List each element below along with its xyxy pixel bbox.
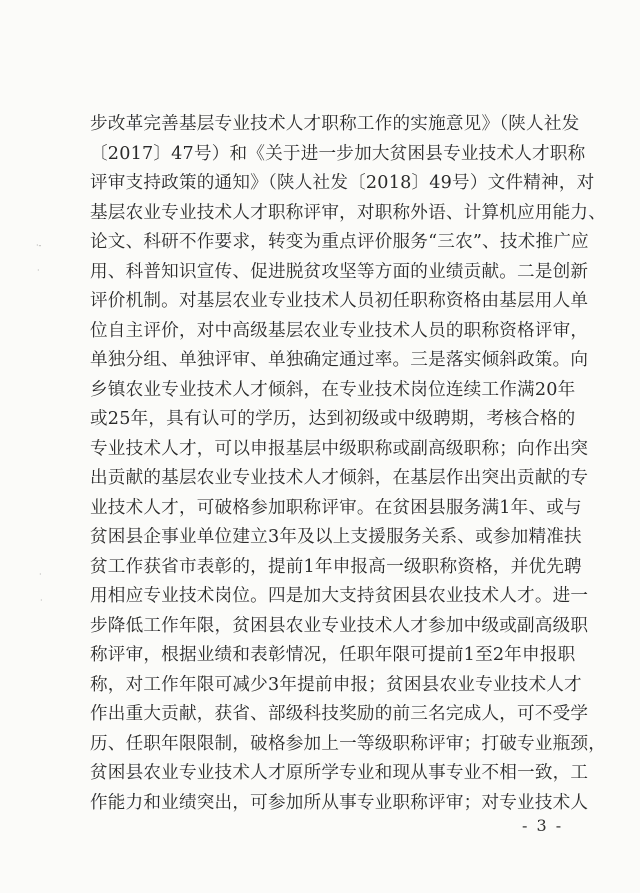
text-line: 评审支持政策的通知》（陕人社发〔2018〕49号）文件精神，对	[90, 173, 595, 193]
margin-speck: ·‑	[36, 241, 42, 250]
text-line: 用、科普知识宣传、促进脱贫攻坚等方面的业绩贡献。二是创新	[90, 261, 589, 282]
text-line: 历、任职年限限制，破格参加上一等级职称评审；打破专业瓶颈，	[90, 733, 607, 754]
text-line: 基层农业专业技术人才职称评审，对职称外语、计算机应用能力、	[90, 202, 607, 223]
text-line: 乡镇农业专业技术人才倾斜，在专业技术岗位连续工作满20年	[90, 379, 576, 400]
text-line: 步改革完善基层专业技术人才职称工作的实施意见》（陕人社发	[90, 114, 580, 134]
text-line: 作能力和业绩突出，可参加所从事专业职称评审；对专业技术人	[90, 792, 589, 813]
text-line: 贫困县企事业单位建立3年及以上支援服务关系、或参加精准扶	[90, 527, 582, 547]
text-line: 贫困县农业专业技术人才原所学专业和现从事专业不相一致，工	[90, 763, 589, 783]
text-line: 用相应专业技术岗位。四是加大支持贫困县农业技术人才。进一	[90, 586, 589, 606]
text-line: 专业技术人才，可以申报基层中级职称或副高级职称；向作出突	[90, 438, 589, 459]
margin-speck: ·	[40, 596, 43, 605]
margin-speck: ·	[37, 266, 40, 275]
text-line: 〔2017〕47号）和《关于进一步加大贫困县专业技术人才职称	[90, 143, 586, 164]
text-line: 作出重大贡献，获省、部级科技奖励的前三名完成人，可不受学	[90, 704, 589, 724]
text-line: 单独分组、单独评审、单独确定通过率。三是落实倾斜政策。向	[90, 350, 589, 370]
margin-speck: ·	[39, 570, 42, 579]
text-line: 出贡献的基层农业专业技术人才倾斜，在基层作出突出贡献的专	[90, 468, 589, 488]
text-line: 称，对工作年限可减少3年提前申报；贫困县农业专业技术人才	[90, 674, 582, 695]
text-line: 位自主评价，对中高级基层农业专业技术人员的职称资格评审，	[90, 320, 589, 341]
page-number: - 3 -	[522, 816, 564, 835]
text-line: 步降低工作年限，贫困县农业专业技术人才参加中级或副高级职	[90, 615, 589, 636]
text-line: 评价机制。对基层农业专业技术人员初任职称资格由基层用人单	[90, 291, 589, 311]
text-line: 论文、科研不作要求，转变为重点评价服务“三农”、技术推广应	[90, 232, 589, 252]
text-line: 或25年，具有认可的学历，达到初级或中级聘期，考核合格的	[90, 409, 576, 429]
text-line: 业技术人才，可破格参加职称评审。在贫困县服务满1年、或与	[90, 497, 582, 518]
text-line: 称评审，根据业绩和表彰情况，任职年限可提前1至2年申报职	[90, 645, 576, 665]
body-paragraph	[90, 110, 607, 818]
text-line: 贫工作获省市表彰的，提前1年申报高一级职称资格，并优先聘	[90, 556, 582, 577]
